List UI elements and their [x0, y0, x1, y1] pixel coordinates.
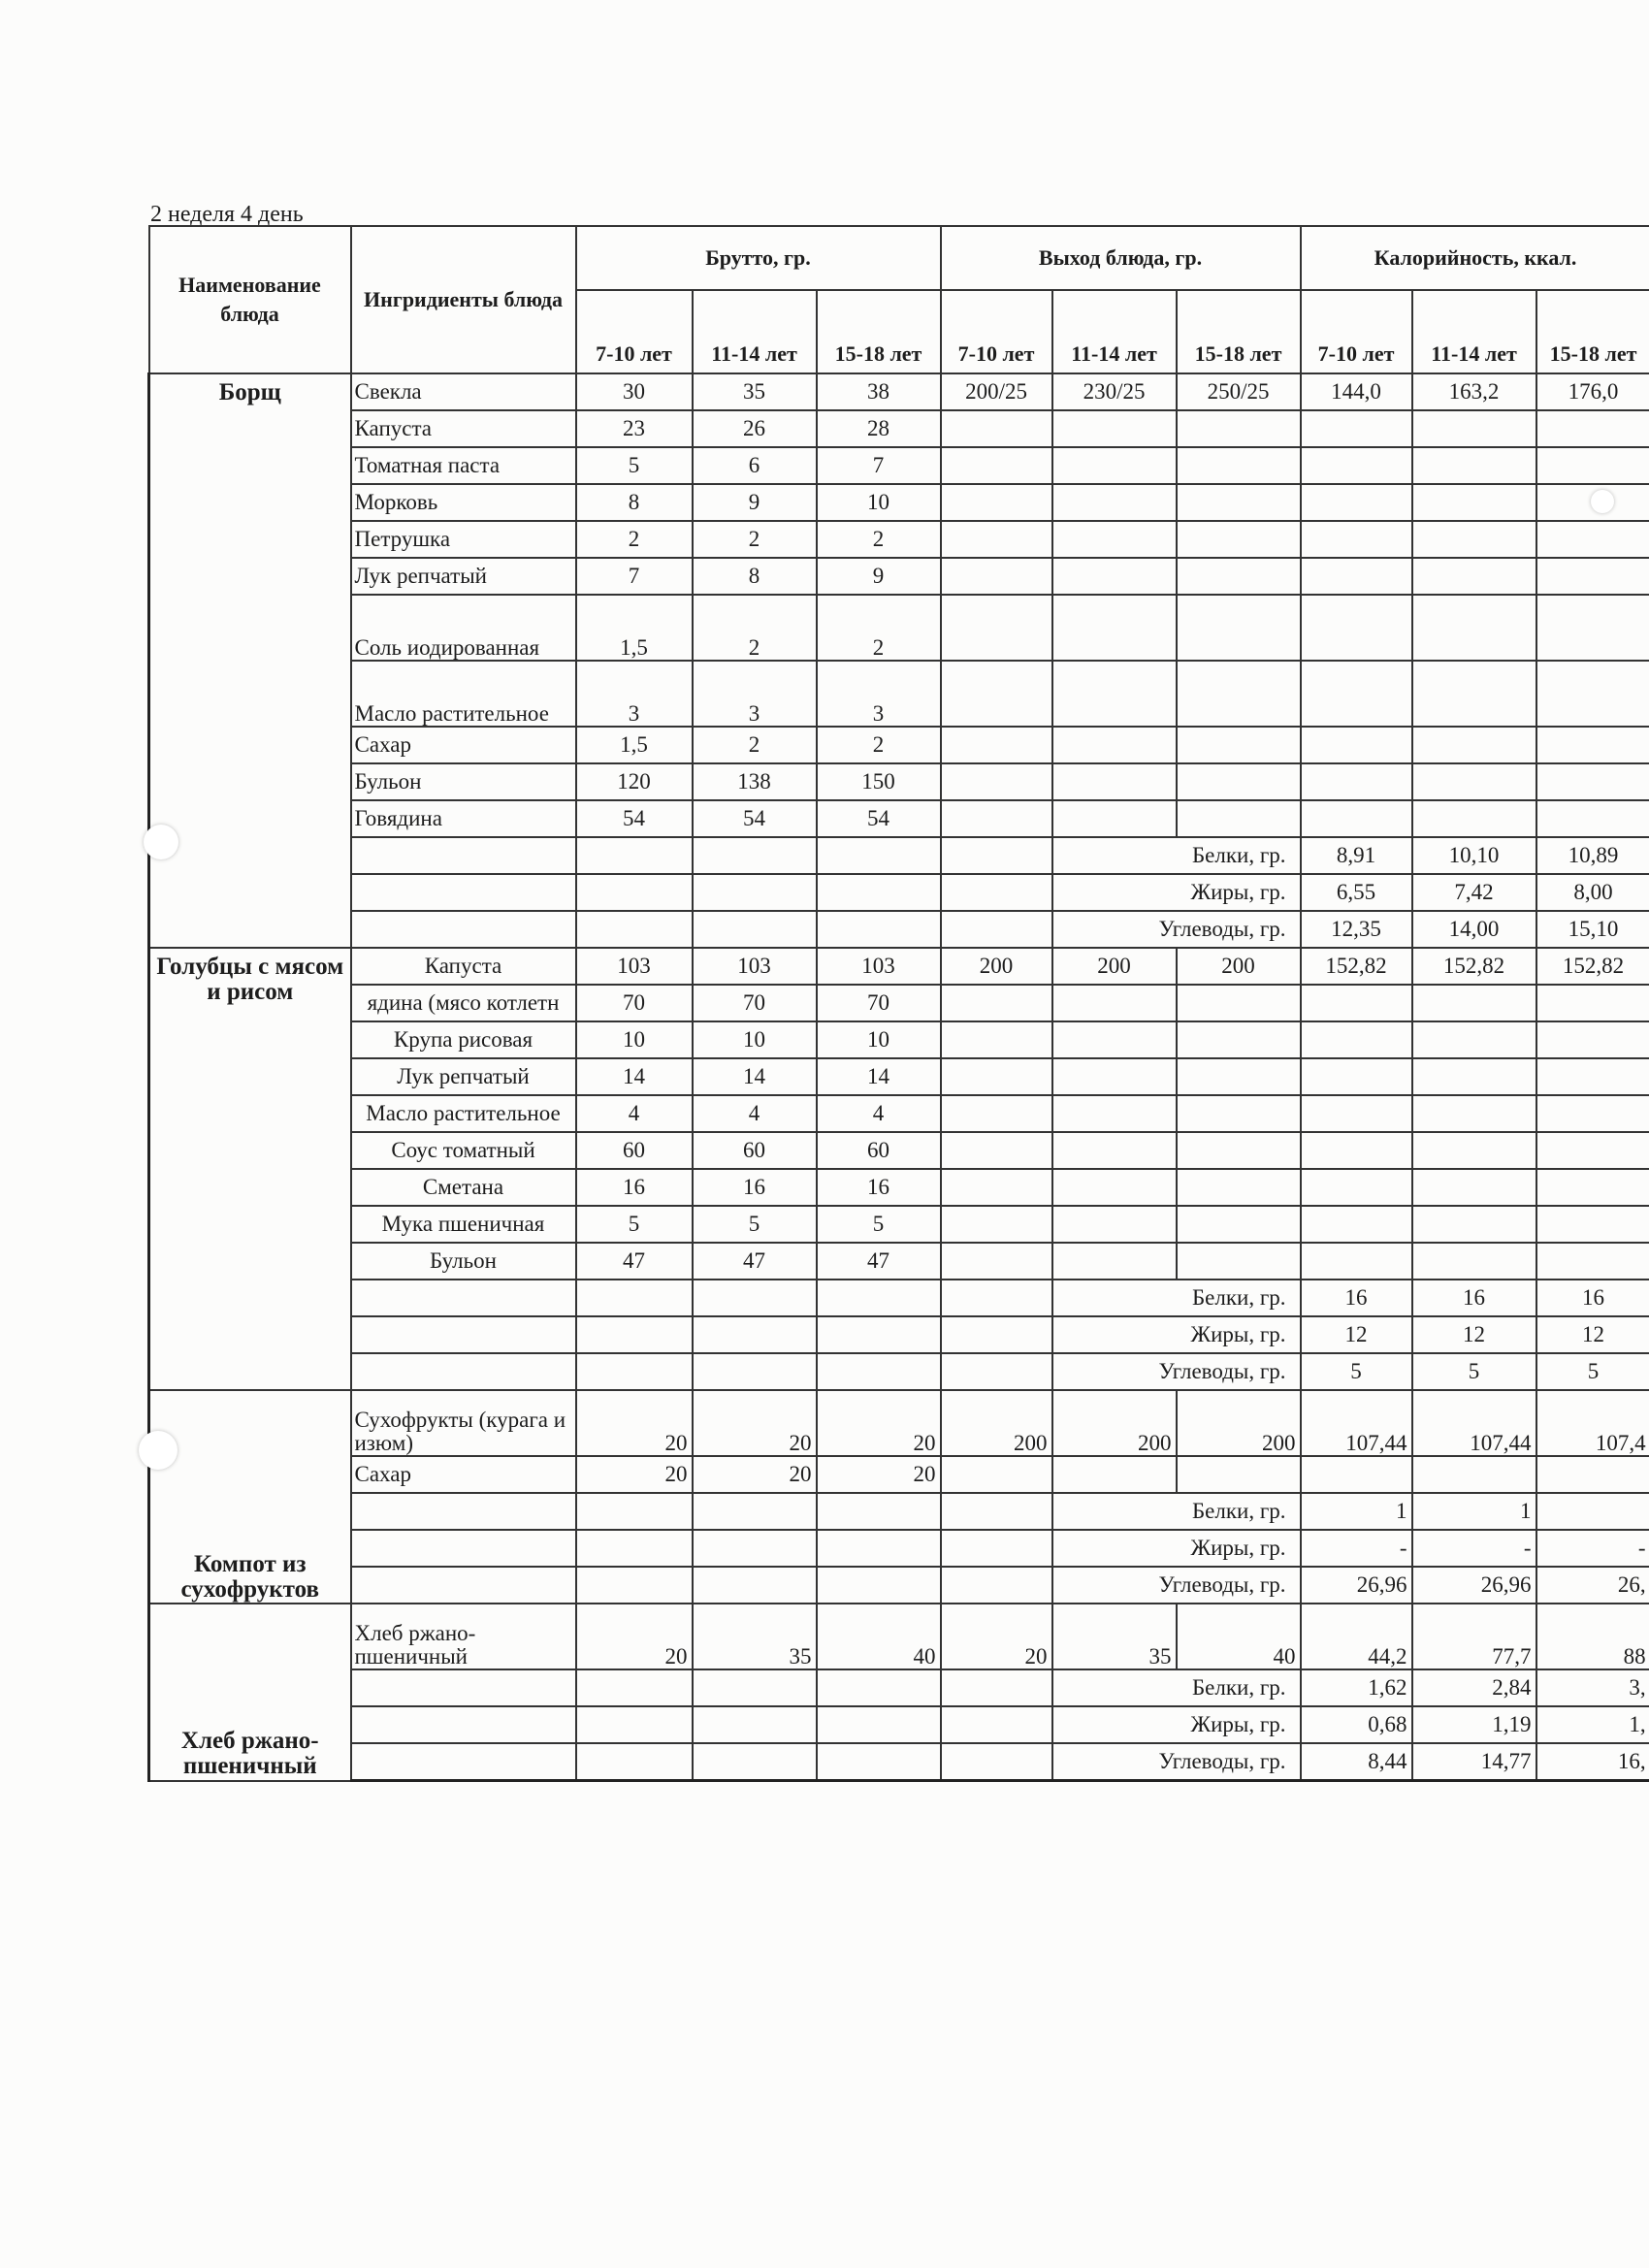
- brutto-value: 3: [817, 661, 941, 727]
- dish-name: Голубцы с мясом и рисом: [149, 948, 351, 1390]
- ingredient-name: Бульон: [351, 1243, 576, 1280]
- brutto-value: 1,5: [576, 727, 693, 763]
- header-age-15-18: 15-18 лет: [1536, 290, 1649, 373]
- nutrient-value: 15,10: [1536, 911, 1649, 948]
- brutto-value: 1,5: [576, 595, 693, 661]
- table-row: [149, 800, 1649, 837]
- ingredient-name: Морковь: [351, 484, 576, 521]
- nutrient-label: Белки, гр.: [1052, 1493, 1301, 1530]
- nutrient-value: 0,68: [1301, 1706, 1412, 1743]
- nutrient-value: 7,42: [1412, 874, 1536, 911]
- nutrient-label: Жиры, гр.: [1052, 1706, 1301, 1743]
- nutrition-row: [149, 1316, 1649, 1353]
- table-row: [149, 1243, 1649, 1280]
- nutrient-label: Углеводы, гр.: [1052, 1567, 1301, 1604]
- brutto-value: 38: [817, 373, 941, 410]
- brutto-value: 7: [817, 447, 941, 484]
- table-row: [149, 661, 1649, 727]
- nutrient-value: 5: [1412, 1353, 1536, 1390]
- header-dish-name: Наименование блюда: [149, 226, 351, 373]
- brutto-value: 20: [576, 1390, 693, 1456]
- ingredient-name: Масло растительное: [351, 1095, 576, 1132]
- punch-hole-mark: [144, 825, 178, 859]
- dish-name: Борщ: [149, 373, 351, 948]
- ingredient-name: Масло растительное: [351, 661, 576, 727]
- nutrient-value: 14,77: [1412, 1743, 1536, 1781]
- output-value: 40: [1177, 1604, 1301, 1669]
- brutto-value: 60: [693, 1132, 817, 1169]
- header-brutto: Брутто, гр.: [576, 226, 941, 290]
- brutto-value: 2: [817, 521, 941, 558]
- nutrient-value: 10,10: [1412, 837, 1536, 874]
- brutto-value: 10: [817, 484, 941, 521]
- brutto-value: 14: [817, 1058, 941, 1095]
- brutto-value: 20: [817, 1390, 941, 1456]
- brutto-value: 70: [817, 985, 941, 1021]
- dish-name: Хлеб ржано-пшеничный: [149, 1604, 351, 1781]
- kcal-value: 107,44: [1301, 1390, 1412, 1456]
- nutrient-value: 1: [1301, 1493, 1412, 1530]
- brutto-value: 9: [817, 558, 941, 595]
- nutrient-value: 26,96: [1412, 1567, 1536, 1604]
- table-row: [149, 1604, 1649, 1669]
- punch-hole-mark: [139, 1431, 178, 1470]
- ingredient-name: Петрушка: [351, 521, 576, 558]
- ingredient-name: Сухофрукты (курага и изюм): [351, 1390, 576, 1456]
- brutto-value: 4: [576, 1095, 693, 1132]
- nutrient-label: Углеводы, гр.: [1052, 1353, 1301, 1390]
- brutto-value: 4: [693, 1095, 817, 1132]
- nutrient-label: Белки, гр.: [1052, 1669, 1301, 1706]
- nutrient-value: 26,: [1536, 1567, 1649, 1604]
- nutrition-row: [149, 1743, 1649, 1781]
- table-row: [149, 1058, 1649, 1095]
- ingredient-name: Капуста: [351, 948, 576, 985]
- table-row: [149, 948, 1649, 985]
- brutto-value: 60: [576, 1132, 693, 1169]
- header-output: Выход блюда, гр.: [941, 226, 1301, 290]
- brutto-value: 10: [817, 1021, 941, 1058]
- nutrition-row: [149, 1353, 1649, 1390]
- brutto-value: 103: [576, 948, 693, 985]
- ingredient-name: ядина (мясо котлетн: [351, 985, 576, 1021]
- nutrient-value: 26,96: [1301, 1567, 1412, 1604]
- header-age-7-10: 7-10 лет: [941, 290, 1052, 373]
- brutto-value: 70: [693, 985, 817, 1021]
- ingredient-name: Соль иодированная: [351, 595, 576, 661]
- brutto-value: 20: [693, 1390, 817, 1456]
- nutrition-row: [149, 1493, 1649, 1530]
- output-value: 200: [1177, 948, 1301, 985]
- table-row: [149, 1206, 1649, 1243]
- nutrient-value: 12: [1301, 1316, 1412, 1353]
- kcal-value: 107,44: [1412, 1390, 1536, 1456]
- table-row: [149, 447, 1649, 484]
- nutrient-label: Углеводы, гр.: [1052, 1743, 1301, 1781]
- output-value: 20: [941, 1604, 1052, 1669]
- page-title: 2 неделя 4 день: [150, 202, 304, 227]
- nutrient-value: 16: [1301, 1280, 1412, 1316]
- header-age-7-10: 7-10 лет: [1301, 290, 1412, 373]
- ingredient-name: Сахар: [351, 727, 576, 763]
- nutrition-row: [149, 874, 1649, 911]
- table-row: [149, 1169, 1649, 1206]
- table-row: [149, 373, 1649, 410]
- nutrient-value: 12: [1412, 1316, 1536, 1353]
- nutrient-value: -: [1536, 1530, 1649, 1567]
- nutrient-value: 8,91: [1301, 837, 1412, 874]
- header-ingredients: Ингридиенты блюда: [351, 226, 576, 373]
- kcal-value: 176,0: [1536, 373, 1649, 410]
- ingredient-name: Соус томатный: [351, 1132, 576, 1169]
- brutto-value: 3: [693, 661, 817, 727]
- nutrient-value: -: [1301, 1530, 1412, 1567]
- output-value: 200/25: [941, 373, 1052, 410]
- brutto-value: 20: [817, 1456, 941, 1493]
- nutrient-value: 8,00: [1536, 874, 1649, 911]
- output-value: 200: [941, 948, 1052, 985]
- nutrient-value: 5: [1536, 1353, 1649, 1390]
- nutrient-value: 1,62: [1301, 1669, 1412, 1706]
- nutrition-row: [149, 837, 1649, 874]
- brutto-value: 2: [693, 727, 817, 763]
- brutto-value: 35: [693, 1604, 817, 1669]
- kcal-value: 163,2: [1412, 373, 1536, 410]
- table-row: [149, 727, 1649, 763]
- brutto-value: 70: [576, 985, 693, 1021]
- kcal-value: 107,4: [1536, 1390, 1649, 1456]
- table-row: [149, 521, 1649, 558]
- ingredient-name: Сметана: [351, 1169, 576, 1206]
- nutrient-value: 1: [1412, 1493, 1536, 1530]
- brutto-value: 20: [576, 1456, 693, 1493]
- kcal-value: 152,82: [1536, 948, 1649, 985]
- nutrient-label: Жиры, гр.: [1052, 1316, 1301, 1353]
- kcal-value: 152,82: [1412, 948, 1536, 985]
- nutrient-value: 12,35: [1301, 911, 1412, 948]
- brutto-value: 30: [576, 373, 693, 410]
- table-row: [149, 595, 1649, 661]
- table-row: [149, 1021, 1649, 1058]
- output-value: 35: [1052, 1604, 1177, 1669]
- brutto-value: 103: [817, 948, 941, 985]
- table-row: [149, 484, 1649, 521]
- kcal-value: 152,82: [1301, 948, 1412, 985]
- punch-hole-mark: [1591, 490, 1614, 513]
- brutto-value: 9: [693, 484, 817, 521]
- ingredient-name: Говядина: [351, 800, 576, 837]
- brutto-value: 2: [693, 521, 817, 558]
- nutrient-value: 8,44: [1301, 1743, 1412, 1781]
- table-row: [149, 558, 1649, 595]
- nutrition-row: [149, 1706, 1649, 1743]
- kcal-value: 77,7: [1412, 1604, 1536, 1669]
- table-row: [149, 1456, 1649, 1493]
- brutto-value: 47: [693, 1243, 817, 1280]
- output-value: 250/25: [1177, 373, 1301, 410]
- nutrient-value: 5: [1301, 1353, 1412, 1390]
- header-age-7-10: 7-10 лет: [576, 290, 693, 373]
- nutrient-label: Жиры, гр.: [1052, 1530, 1301, 1567]
- table-row: [149, 763, 1649, 800]
- brutto-value: 2: [576, 521, 693, 558]
- kcal-value: 44,2: [1301, 1604, 1412, 1669]
- brutto-value: 8: [576, 484, 693, 521]
- nutrient-label: Углеводы, гр.: [1052, 911, 1301, 948]
- nutrient-label: Жиры, гр.: [1052, 874, 1301, 911]
- header-age-11-14: 11-14 лет: [693, 290, 817, 373]
- header-age-11-14: 11-14 лет: [1052, 290, 1177, 373]
- nutrient-value: -: [1412, 1530, 1536, 1567]
- brutto-value: 150: [817, 763, 941, 800]
- table-row: [149, 1390, 1649, 1456]
- nutrition-row: [149, 1530, 1649, 1567]
- table-row: [149, 410, 1649, 447]
- brutto-value: 14: [576, 1058, 693, 1095]
- brutto-value: 20: [693, 1456, 817, 1493]
- header-age-15-18: 15-18 лет: [817, 290, 941, 373]
- brutto-value: 26: [693, 410, 817, 447]
- brutto-value: 14: [693, 1058, 817, 1095]
- ingredient-name: Лук репчатый: [351, 558, 576, 595]
- table-row: [149, 985, 1649, 1021]
- ingredient-name: Томатная паста: [351, 447, 576, 484]
- ingredient-name: Лук репчатый: [351, 1058, 576, 1095]
- nutrient-value: 2,84: [1412, 1669, 1536, 1706]
- brutto-value: 23: [576, 410, 693, 447]
- ingredient-name: Крупа рисовая: [351, 1021, 576, 1058]
- brutto-value: 4: [817, 1095, 941, 1132]
- header-age-11-14: 11-14 лет: [1412, 290, 1536, 373]
- brutto-value: 2: [817, 727, 941, 763]
- dish-name: Компот из сухофруктов: [149, 1390, 351, 1604]
- nutrient-value: 16: [1536, 1280, 1649, 1316]
- brutto-value: 40: [817, 1604, 941, 1669]
- nutrient-label: Белки, гр.: [1052, 837, 1301, 874]
- ingredient-name: Свекла: [351, 373, 576, 410]
- menu-table: [147, 225, 1649, 1782]
- nutrient-value: 16: [1412, 1280, 1536, 1316]
- brutto-value: 5: [576, 1206, 693, 1243]
- brutto-value: 35: [693, 373, 817, 410]
- output-value: 230/25: [1052, 373, 1177, 410]
- brutto-value: 54: [693, 800, 817, 837]
- nutrient-label: Белки, гр.: [1052, 1280, 1301, 1316]
- brutto-value: 28: [817, 410, 941, 447]
- brutto-value: 5: [576, 447, 693, 484]
- ingredient-name: Хлеб ржано-пшеничный: [351, 1604, 576, 1669]
- nutrition-row: [149, 1669, 1649, 1706]
- brutto-value: 47: [817, 1243, 941, 1280]
- nutrient-value: 14,00: [1412, 911, 1536, 948]
- header-calories: Калорийность, ккал.: [1301, 226, 1649, 290]
- brutto-value: 2: [693, 595, 817, 661]
- brutto-value: 16: [576, 1169, 693, 1206]
- brutto-value: 10: [576, 1021, 693, 1058]
- nutrient-value: 16,: [1536, 1743, 1649, 1781]
- nutrition-row: [149, 1280, 1649, 1316]
- ingredient-name: Капуста: [351, 410, 576, 447]
- nutrient-value: 12: [1536, 1316, 1649, 1353]
- brutto-value: 16: [817, 1169, 941, 1206]
- nutrient-value: [1536, 1493, 1649, 1530]
- nutrition-row: [149, 1567, 1649, 1604]
- table-row: [149, 1132, 1649, 1169]
- output-value: 200: [1177, 1390, 1301, 1456]
- kcal-value: 88: [1536, 1604, 1649, 1669]
- output-value: 200: [941, 1390, 1052, 1456]
- table-row: [149, 1095, 1649, 1132]
- ingredient-name: Мука пшеничная: [351, 1206, 576, 1243]
- brutto-value: 47: [576, 1243, 693, 1280]
- brutto-value: 3: [576, 661, 693, 727]
- output-value: 200: [1052, 1390, 1177, 1456]
- brutto-value: 16: [693, 1169, 817, 1206]
- nutrient-value: 3,: [1536, 1669, 1649, 1706]
- brutto-value: 120: [576, 763, 693, 800]
- header-age-15-18: 15-18 лет: [1177, 290, 1301, 373]
- brutto-value: 5: [817, 1206, 941, 1243]
- nutrient-value: 6,55: [1301, 874, 1412, 911]
- brutto-value: 5: [693, 1206, 817, 1243]
- brutto-value: 138: [693, 763, 817, 800]
- brutto-value: 103: [693, 948, 817, 985]
- brutto-value: 54: [576, 800, 693, 837]
- output-value: 200: [1052, 948, 1177, 985]
- ingredient-name: Бульон: [351, 763, 576, 800]
- brutto-value: 60: [817, 1132, 941, 1169]
- brutto-value: 6: [693, 447, 817, 484]
- brutto-value: 10: [693, 1021, 817, 1058]
- brutto-value: 54: [817, 800, 941, 837]
- nutrition-row: [149, 911, 1649, 948]
- nutrient-value: 1,19: [1412, 1706, 1536, 1743]
- ingredient-name: Сахар: [351, 1456, 576, 1493]
- brutto-value: 2: [817, 595, 941, 661]
- nutrient-value: 1,: [1536, 1706, 1649, 1743]
- brutto-value: 7: [576, 558, 693, 595]
- nutrient-value: 10,89: [1536, 837, 1649, 874]
- brutto-value: 20: [576, 1604, 693, 1669]
- kcal-value: 144,0: [1301, 373, 1412, 410]
- brutto-value: 8: [693, 558, 817, 595]
